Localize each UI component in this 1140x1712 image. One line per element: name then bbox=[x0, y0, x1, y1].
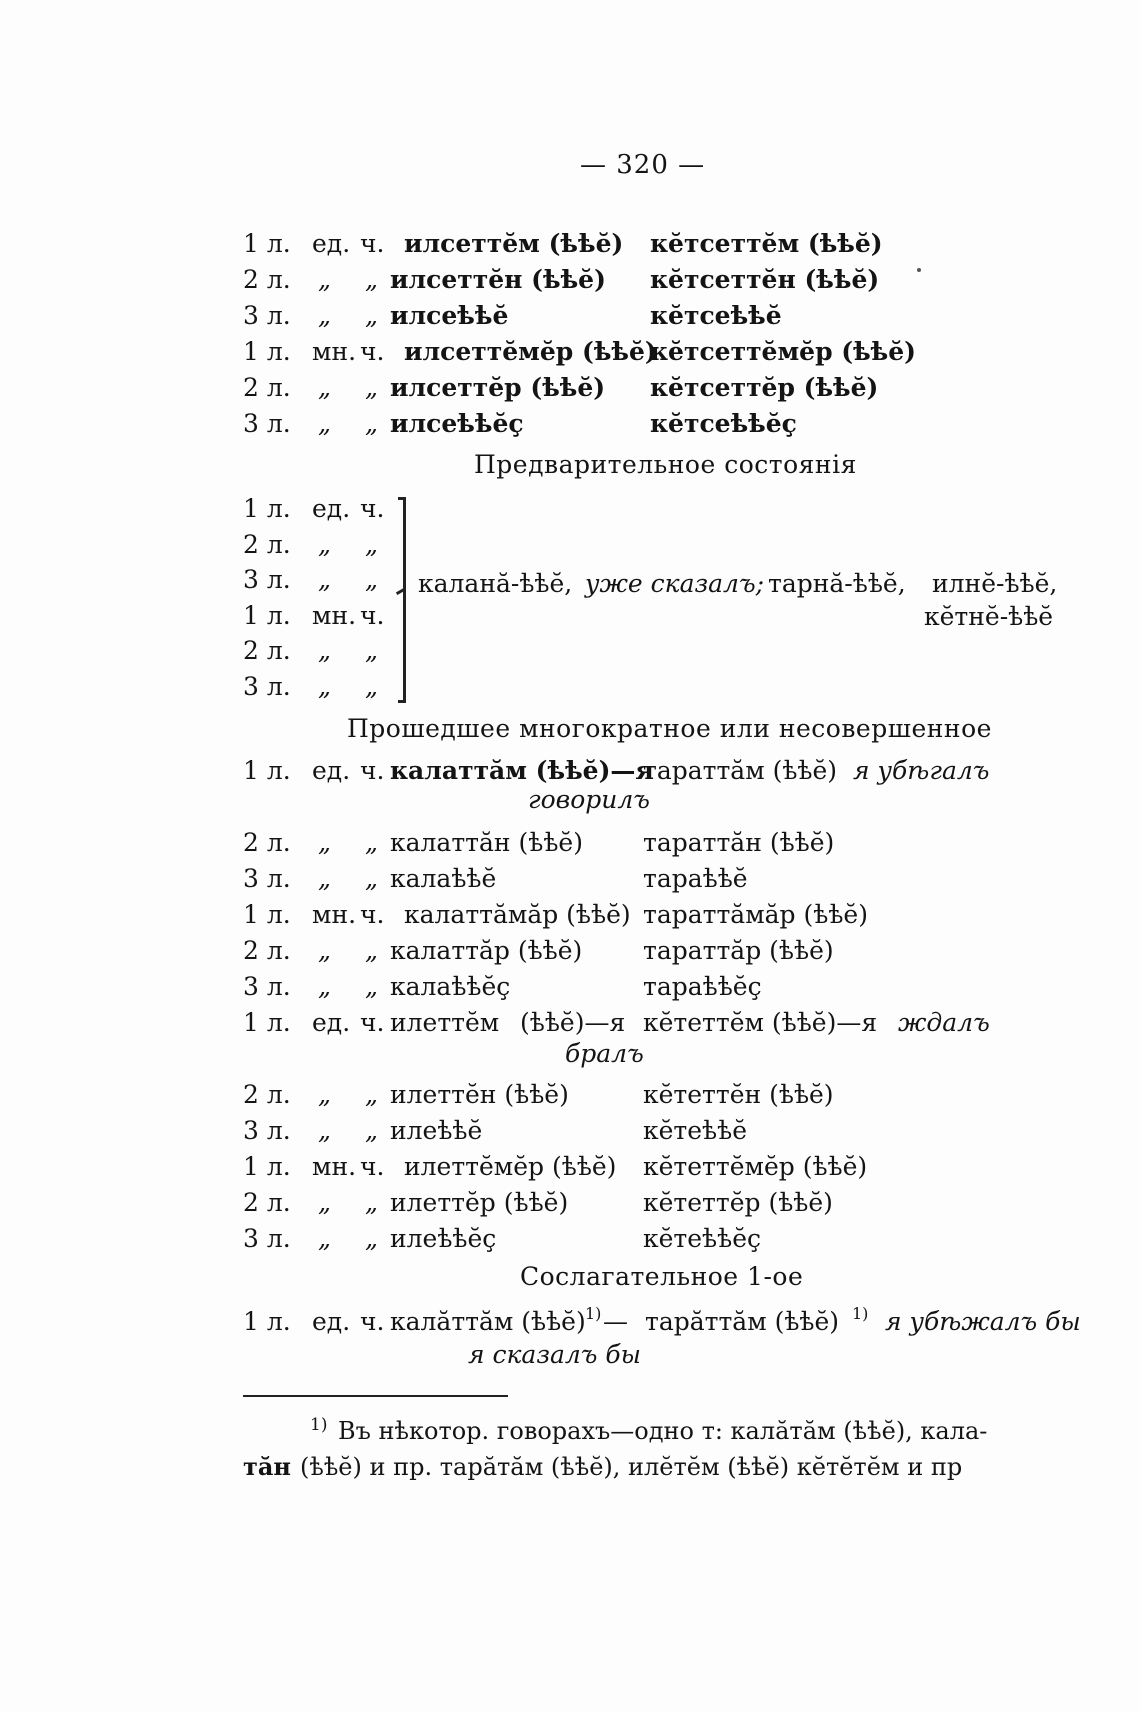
prelim-form-ket: кĕтнĕ-ѣѣĕ bbox=[924, 602, 1054, 631]
document-page: — 320 — 1 л. ед. ч. илсеттĕм (ѣѣĕ) кĕтсеттĕм (ѣѣĕ) 2 л. „ „ илсеттĕн (ѣѣĕ) кĕтсеттĕн (ѣѣĕ) 3 л. „ „ илсеѣѣĕ кĕтсеѣѣĕ 1 л. мн. ч. илсеттĕмĕр (ѣѣĕ) кĕтсеттĕмĕр (ѣѣĕ) 2 л. „ „ илсеттĕр (ѣѣĕ) кĕтсеттĕр (ѣѣĕ) 3 л. „ „ илсеѣѣĕç кĕтсеѣѣĕç Предварительное состоянія 1 л. ед. ч. 2 л. „ „ 3 л. „ „ 1 л. мн. ч. 2 л. „ „ 3 л. „ „ каланă-ѣѣĕ, уже сказалъ; тарнă-ѣѣĕ, илнĕ-ѣѣĕ, кĕтнĕ-ѣѣĕ Прошедшее многократное или несовершенное 1 л. ед. ч. калаттăм (ѣѣĕ)—я тараттăм (ѣѣĕ) я убѣгалъ говорилъ 2 л. „ „ калаттăн (ѣѣĕ) тараттăн (ѣѣĕ) 3 л. „ „ калаѣѣĕ тараѣѣĕ 1 л. мн. ч. калаттăмăр (ѣѣĕ) тараттăмăр (ѣѣĕ) 2 л. „ „ калаттăр (ѣѣĕ) тараттăр (ѣѣĕ) 3 л. „ „ калаѣѣĕç тараѣѣĕç 1 л. ед. ч. илеттĕм (ѣѣĕ)—я кĕтеттĕм (ѣѣĕ)—я ждалъ бралъ 2 л. „ „ илеттĕн (ѣѣĕ) кĕтеттĕн (ѣѣĕ) 3 л. „ „ илеѣѣĕ кĕтеѣѣĕ 1 л. мн. ч. илеттĕмĕр (ѣѣĕ) кĕтеттĕмĕр (ѣѣĕ) 2 л. „ „ илеттĕр (ѣѣĕ) кĕтеттĕр (ѣѣĕ) 3 л. „ „ илеѣѣĕç кĕтеѣѣĕç Сослагательное 1-ое 1 л. ед. ч. калăттăм (ѣѣĕ) 1) — тарăттăм (ѣѣĕ) 1) я убѣжалъ бы я сказалъ бы 1) Въ нѣкотор. говорахъ—одно т: калăтăм (ѣѣĕ), кала- тăн (ѣѣĕ) и пр. тарăтăм (ѣѣĕ), илĕтĕм (ѣѣĕ) кĕтĕтĕм и пр bbox=[243, 150, 1081, 1481]
prelim-form-il: илнĕ-ѣѣĕ, bbox=[932, 569, 1058, 598]
prelim-form-tar: тарнă-ѣѣĕ, bbox=[768, 569, 906, 598]
footnote-rule bbox=[243, 1395, 508, 1397]
brace bbox=[403, 497, 406, 703]
heading-subjunctive: Сослагательное 1-ое bbox=[520, 1262, 804, 1291]
prelim-form-kala: каланă-ѣѣĕ, bbox=[418, 569, 573, 598]
heading-preliminary: Предварительное состоянія bbox=[474, 450, 857, 479]
prelim-gloss: уже сказалъ; bbox=[585, 569, 765, 598]
heading-past-imperfect: Прошедшее многократное или несовершенное bbox=[347, 714, 992, 743]
ink-speck bbox=[917, 268, 921, 272]
page-number: — 320 — bbox=[580, 150, 706, 180]
